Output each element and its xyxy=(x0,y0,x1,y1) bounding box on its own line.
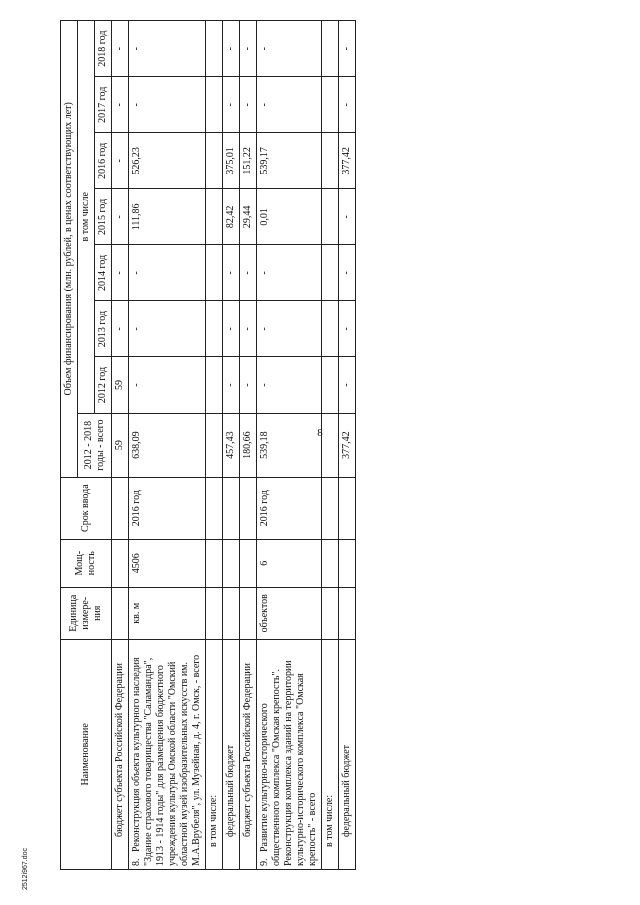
year-value-cell: - xyxy=(129,21,206,77)
row-name: бюджет субъекта Российской Федерации xyxy=(114,662,125,837)
year-value-cell xyxy=(206,77,223,133)
year-value-cell xyxy=(206,301,223,357)
table-row xyxy=(112,21,129,870)
row-name-cell xyxy=(257,639,322,869)
row-name-cell xyxy=(112,639,129,869)
year-value-cell: - xyxy=(129,357,206,413)
year-value-cell: - xyxy=(240,301,257,357)
year-value-cell: 539,17 xyxy=(257,133,322,189)
header-year: 2016 год xyxy=(95,133,112,189)
rotated-sheet xyxy=(60,20,638,870)
row-name-cell xyxy=(339,639,356,869)
header-year: 2014 год xyxy=(95,245,112,301)
unit-cell xyxy=(322,587,339,639)
year-value-cell: - xyxy=(129,245,206,301)
table-row xyxy=(129,21,206,870)
table-row xyxy=(257,21,322,870)
header-year: 2018 год xyxy=(95,21,112,77)
year-value-cell xyxy=(206,189,223,245)
unit-cell xyxy=(112,587,129,639)
header-total: 2012 - 2018 годы - всего xyxy=(78,413,112,477)
year-value-cell: - xyxy=(240,357,257,413)
unit-cell: объектов xyxy=(257,587,322,639)
capacity-cell: 6 xyxy=(257,539,322,587)
year-value-cell: - xyxy=(112,301,129,357)
header-year: 2012 год xyxy=(95,357,112,413)
year-value-cell xyxy=(206,133,223,189)
year-value-cell: - xyxy=(339,301,356,357)
year-value-cell: - xyxy=(257,77,322,133)
total-cell: 457,43 xyxy=(223,413,240,477)
row-number: 9. xyxy=(259,858,270,866)
year-value-cell xyxy=(322,133,339,189)
year-value-cell xyxy=(206,21,223,77)
row-name: федеральный бюджет xyxy=(341,744,352,837)
year-value-cell: - xyxy=(240,245,257,301)
term-cell xyxy=(206,477,223,539)
table-row xyxy=(322,21,339,870)
year-value-cell: - xyxy=(339,77,356,133)
total-cell xyxy=(322,413,339,477)
year-value-cell: - xyxy=(112,133,129,189)
capacity-cell: 4506 xyxy=(129,539,206,587)
year-value-cell: - xyxy=(223,77,240,133)
table-row xyxy=(223,21,240,870)
unit-cell xyxy=(223,587,240,639)
year-value-cell: 111,86 xyxy=(129,189,206,245)
year-value-cell: - xyxy=(339,21,356,77)
capacity-cell xyxy=(223,539,240,587)
total-cell: 59 xyxy=(112,413,129,477)
year-value-cell: - xyxy=(112,77,129,133)
unit-cell xyxy=(206,587,223,639)
year-value-cell xyxy=(322,77,339,133)
term-cell xyxy=(339,477,356,539)
year-value-cell: - xyxy=(223,21,240,77)
header-capacity: Мощ-ность xyxy=(61,539,112,587)
year-value-cell: 377,42 xyxy=(339,133,356,189)
table-row xyxy=(206,21,223,870)
header-including: в том числе xyxy=(78,21,95,414)
capacity-cell xyxy=(206,539,223,587)
year-value-cell: 29,44 xyxy=(240,189,257,245)
term-cell: 2016 год xyxy=(129,477,206,539)
year-value-cell: - xyxy=(112,189,129,245)
year-value-cell xyxy=(206,245,223,301)
year-value-cell: - xyxy=(129,77,206,133)
page-number: 8 xyxy=(317,427,323,439)
term-cell xyxy=(223,477,240,539)
table-row xyxy=(240,21,257,870)
year-value-cell: - xyxy=(257,245,322,301)
table-row xyxy=(339,21,356,870)
year-value-cell: - xyxy=(339,357,356,413)
year-value-cell: - xyxy=(223,357,240,413)
year-value-cell: - xyxy=(257,357,322,413)
term-cell xyxy=(322,477,339,539)
year-value-cell xyxy=(322,189,339,245)
year-value-cell: - xyxy=(339,189,356,245)
year-value-cell xyxy=(206,357,223,413)
year-value-cell: 375,01 xyxy=(223,133,240,189)
year-value-cell: - xyxy=(129,301,206,357)
header-year: 2015 год xyxy=(95,189,112,245)
year-value-cell: - xyxy=(112,21,129,77)
total-cell: 180,66 xyxy=(240,413,257,477)
row-name-cell xyxy=(129,639,206,869)
total-cell: 638,09 xyxy=(129,413,206,477)
unit-cell xyxy=(240,587,257,639)
row-name: федеральный бюджет xyxy=(225,744,236,837)
year-value-cell xyxy=(322,245,339,301)
year-value-cell: - xyxy=(223,245,240,301)
header-name: Наименование xyxy=(61,639,112,869)
year-value-cell: - xyxy=(223,301,240,357)
row-name-cell xyxy=(240,639,257,869)
row-number: 8. xyxy=(131,858,142,866)
year-value-cell: - xyxy=(339,245,356,301)
row-name-cell xyxy=(223,639,240,869)
row-name-cell xyxy=(206,639,223,869)
capacity-cell xyxy=(339,539,356,587)
year-value-cell: 82,42 xyxy=(223,189,240,245)
year-value-cell xyxy=(322,357,339,413)
year-value-cell: 526,23 xyxy=(129,133,206,189)
header-year: 2017 год xyxy=(95,77,112,133)
year-value-cell: - xyxy=(257,301,322,357)
total-cell xyxy=(206,413,223,477)
total-cell: 539,18 xyxy=(257,413,322,477)
row-name: бюджет субъекта Российской Федерации xyxy=(242,662,253,837)
row-name: в том числе: xyxy=(208,794,219,847)
year-value-cell: - xyxy=(240,77,257,133)
year-value-cell: 59 xyxy=(112,357,129,413)
unit-cell: кв. м xyxy=(129,587,206,639)
header-unit: Единица измере-ния xyxy=(61,587,112,639)
row-name: в том числе: xyxy=(324,794,335,847)
year-value-cell: - xyxy=(240,21,257,77)
total-cell: 377,42 xyxy=(339,413,356,477)
year-value-cell: - xyxy=(112,245,129,301)
year-value-cell: 151,22 xyxy=(240,133,257,189)
funding-table xyxy=(60,20,356,870)
term-cell: 2016 год xyxy=(257,477,322,539)
year-value-cell: 0,01 xyxy=(257,189,322,245)
capacity-cell xyxy=(322,539,339,587)
row-name-cell xyxy=(322,639,339,869)
header-term: Срок ввода xyxy=(61,477,112,539)
term-cell xyxy=(240,477,257,539)
document-footer: 2512i967.doc xyxy=(22,847,29,890)
year-value-cell: - xyxy=(257,21,322,77)
term-cell xyxy=(112,477,129,539)
capacity-cell xyxy=(240,539,257,587)
row-name: Реконструкция объекта культурного наследия "Здание страхового товарищества "Саламандра", 1913 - 1914 годы" для размещения бюджетного учреждения культуры Омской области "Омский областной музей изобразительных искусств им. М.А.Врубеля", ул. Музейная, д. 4, г. Омск, - всего xyxy=(131,654,202,866)
header-funding: Объем финансирования (млн. рублей, в ценах соответствующих лет) xyxy=(61,21,78,478)
year-value-cell xyxy=(322,301,339,357)
unit-cell xyxy=(339,587,356,639)
header-year: 2013 год xyxy=(95,301,112,357)
row-name: Развитие культурно-исторического общественного комплекса "Омская крепость". Реконструкция комплекса зданий на территории культурно-исторического комплекса "Омская крепость" - всего xyxy=(259,660,318,866)
capacity-cell xyxy=(112,539,129,587)
year-value-cell xyxy=(322,21,339,77)
